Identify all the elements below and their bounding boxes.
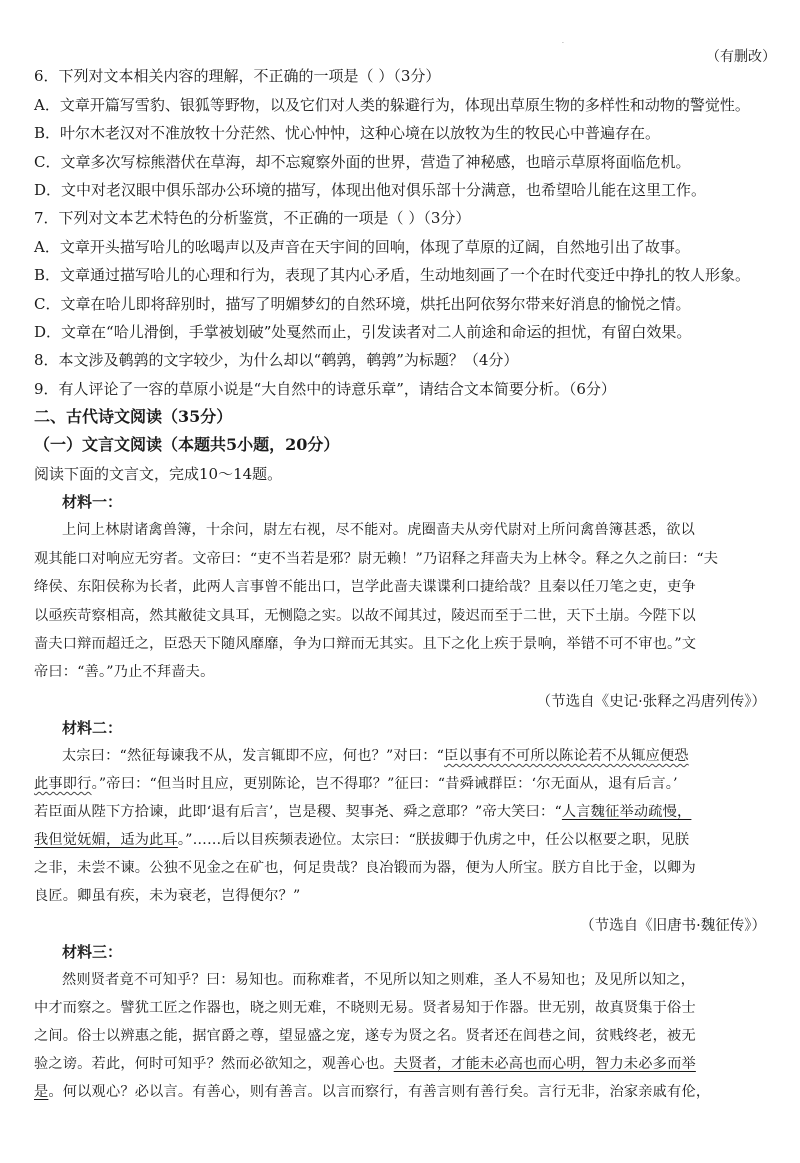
- material-1-line: 帝曰：“善。”乃止不拜啬夫。: [34, 664, 215, 680]
- q6-option-c: C．文章多次写棕熊潜伏在草海，却不忘窥察外面的世界，营造了神秘感，也暗示草原将面临危机。: [34, 153, 691, 171]
- material-2-line: 之非，未尝不谏。公独不见金之在矿也，何足贵哉？良冶锻而为器，便为人所宝。朕方自比于金，以卿为: [34, 860, 696, 876]
- material-2-source: （节选自《旧唐书·魏征传》）: [580, 918, 766, 934]
- text-run: 。何以观心？必以言。有善心，则有善言。以言而察行，有善言则有善行矣。言行无非，治家亲戚有伦，: [48, 1084, 711, 1100]
- material-2-line: [34, 802, 691, 822]
- material-1-source: （节选自《史记·张释之冯唐列传》）: [536, 694, 766, 710]
- material-1-line: 观其能口对响应无穷者。文帝曰：“吏不当若是邪？尉无赖！”乃诏释之拜啬夫为上林令。释之久之前曰：“夫: [34, 551, 719, 567]
- q7-option-b: B．文章通过描写哈儿的心理和行为，表现了其内心矛盾，生动地刻画了一个在时代变迁中挣扎的牧人形象。: [34, 266, 751, 284]
- underlined-text: 夫贤者，才能未必高也而心明，智力未必多而举: [393, 1056, 696, 1072]
- scan-speck: ·: [562, 40, 564, 47]
- q8: 8．本文涉及鹌鹑的文字较少，为什么却以“鹌鹑，鹌鹑”为标题？（4分）: [34, 351, 519, 369]
- q7-option-c: C．文章在哈儿即将辞别时，描写了明媚梦幻的自然环境，烘托出阿依努尔带来好消息的愉悦之情。: [34, 295, 691, 313]
- underlined-text: 是: [34, 1084, 49, 1100]
- material-2-line: [34, 774, 678, 794]
- material-2-label: 材料二：: [62, 719, 123, 737]
- material-1-label: 材料一：: [62, 493, 123, 511]
- text-run: 。”帝曰：“但当时且应，更别陈论，岂不得耶？”征曰：“昔舜诫群臣：‘尔无面从，退有后言。’: [91, 776, 678, 792]
- underlined-text: 我但觉妩媚，适为此耳: [34, 832, 178, 848]
- material-3-line: 之间。俗士以辨惠之能，据官爵之尊，望显盛之宠，遂专为贤之名。贤者还在闾巷之间，贫贱终老，被无: [34, 1028, 696, 1044]
- instruction: 阅读下面的文言文，完成10～14题。: [34, 465, 283, 483]
- material-1-line: 啬夫口辩而超迁之，臣恐天下随风靡靡，争为口辩而无其实。且下之化上疾于景响，举错不可不审也。”文: [34, 636, 697, 652]
- q7-option-d: D．文章在“哈儿滑倒，手掌被划破”处戛然而止，引发读者对二人前途和命运的担忧，有留白效果。: [34, 323, 692, 341]
- wavy-underlined-text: 臣以事有不可所以陈论若不从辄应便恐: [444, 748, 689, 764]
- q6-option-a: A．文章开篇写雪豹、银狐等野物，以及它们对人类的躲避行为，体现出草原生物的多样性和动物的警觉性。: [34, 96, 750, 114]
- q7-stem: 7．下列对文本艺术特色的分析鉴赏，不正确的一项是（ ）（3分）: [34, 209, 471, 227]
- material-3-line: [34, 1054, 696, 1074]
- text-run: 太宗曰：“然征每谏我不从，发言辄即不应，何也？”对曰：“: [62, 748, 445, 764]
- text-run: 验之谤。若此，何时可知乎？然而必欲知之，观善心也。: [34, 1056, 394, 1072]
- edit-note: （有删改）: [706, 49, 776, 65]
- material-1-line: 以亟疾苛察相高，然其敝徒文具耳，无恻隐之实。以故不闻其过，陵迟而至于二世，天下土崩。今陛下以: [34, 608, 696, 624]
- text-run: 若臣面从陛下方拾谏，此即‘退有后言’，岂是稷、契事尧、舜之意耶？”帝大笑曰：“: [34, 804, 562, 820]
- q6-option-b: B．叶尔木老汉对不准放牧十分茫然、忧心忡忡，这种心境在以放牧为生的牧民心中普遍存在。: [34, 124, 661, 142]
- q9: 9．有人评论了一容的草原小说是“大自然中的诗意乐章”，请结合文本简要分析。（6分）: [34, 380, 616, 398]
- material-3-line: 然则贤者竟不可知乎？曰：易知也。而称难者，不见所以知之则难，圣人不易知也；及见所以知之，: [62, 972, 696, 988]
- q6-stem: 6．下列对文本相关内容的理解，不正确的一项是（ ）（3分）: [34, 67, 441, 85]
- material-2-line: 良匠。卿虽有疾，未为衰老，岂得便尔？”: [34, 888, 301, 904]
- material-1-line: 绛侯、东阳侯称为长者，此两人言事曾不能出口，岂学此啬夫谍谍利口捷给哉？且秦以任刀笔之吏，吏争: [34, 579, 696, 595]
- text-run: 。”……后以目疾频表逊位。太宗曰：“朕拔卿于仇虏之中，任公以枢要之职，见朕: [177, 832, 690, 848]
- wavy-underlined-text: 此事即行: [34, 776, 92, 792]
- material-2-line: [34, 830, 689, 850]
- material-1-line: 上问上林尉诸禽兽簿，十余问，尉左右视，尽不能对。虎圈啬夫从旁代尉对上所问禽兽簿甚悉，欲以: [62, 522, 696, 538]
- material-3-line: 中才而察之。譬犹工匠之作器也，晓之则无难，不晓则无易。贤者易知于作器。世无别，故真贤集于俗士: [34, 1000, 696, 1016]
- underlined-text: 人言魏征举动疏慢，: [561, 804, 692, 820]
- section-heading: 二、古代诗文阅读（35分）: [34, 407, 233, 426]
- material-3-line: [34, 1082, 710, 1102]
- subsection-heading: （一）文言文阅读（本题共5小题，20分）: [34, 435, 340, 454]
- q6-option-d: D．文中对老汉眼中俱乐部办公环境的描写，体现出他对俱乐部十分满意，也希望哈儿能在这里工作。: [34, 181, 707, 199]
- material-3-label: 材料三：: [62, 943, 123, 961]
- q7-option-a: A．文章开头描写哈儿的吆喝声以及声音在天宇间的回响，体现了草原的辽阔，自然地引出了故事。: [34, 238, 690, 256]
- material-2-line: [62, 746, 689, 766]
